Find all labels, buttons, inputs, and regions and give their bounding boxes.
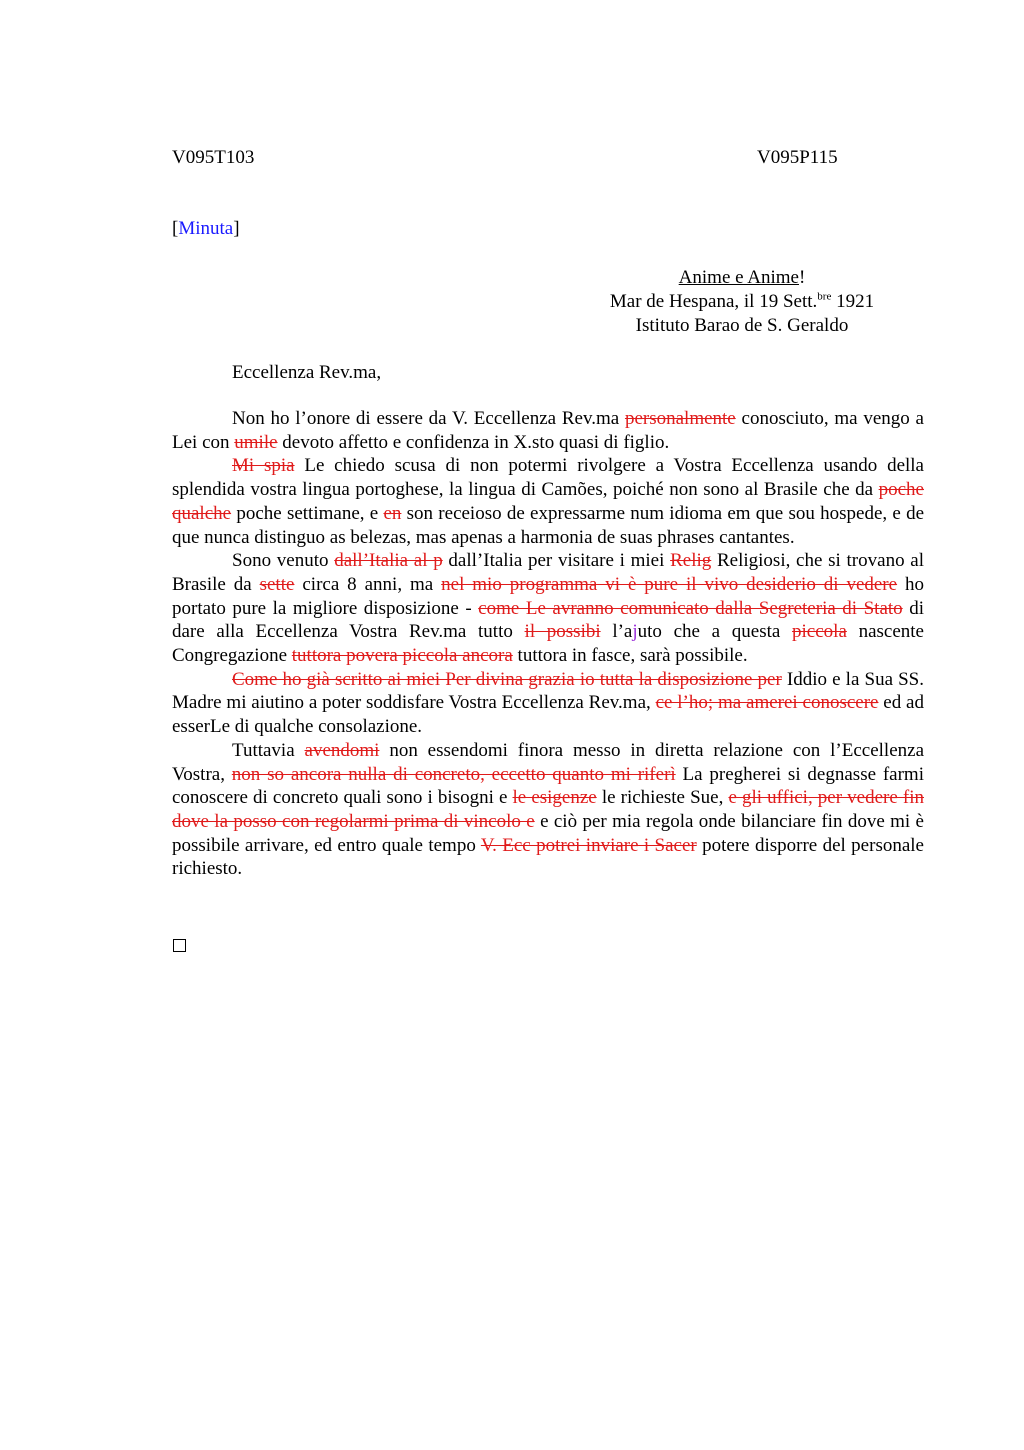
deleted-text: le esigenze — [512, 787, 597, 809]
place-date — [560, 290, 924, 314]
text-segment: devoto affetto e confidenza in X.sto quasi di figlio. — [277, 431, 670, 453]
text-segment: di dare alla Eccellenza Vostra Rev.ma tutto — [172, 597, 924, 643]
text-segment: ed ad esserLe di qualche consolazione. — [172, 692, 924, 738]
text-segment: poche settimane, e — [231, 502, 384, 524]
salutation: Eccellenza Rev.ma, — [232, 362, 382, 383]
deleted-text: Relig — [670, 550, 712, 572]
text-segment: uto che a questa — [637, 621, 793, 643]
letter-paragraph — [172, 407, 924, 454]
institute-name: Istituto Barao de S. Geraldo — [635, 315, 849, 336]
letter-paragraph — [172, 739, 924, 881]
motto-text: Anime e Anime — [678, 267, 799, 288]
inserted-letter: j — [632, 621, 638, 643]
deleted-text: en — [383, 502, 402, 524]
deleted-text: ce l’ho; ma amerei conoscere — [655, 692, 879, 714]
checkbox-icon — [173, 939, 186, 952]
letter-heading — [560, 266, 924, 338]
deleted-text: V. Ecc potrei inviare i Sacer — [480, 834, 697, 856]
text-segment: Le chiedo scusa di non potermi rivolgere a Vostra Eccellenza usando della splendida vostra lingua portoghese, la lingua di Camões, poiché non sono al Brasile che da — [172, 455, 924, 501]
text-segment: Iddio e la Sua SS. Madre mi aiutino a poter soddisfare Vostra Eccellenza Rev.ma, — [172, 668, 925, 714]
minuta-text: Minuta — [178, 218, 234, 239]
text-segment: non essendomi finora messo in diretta relazione con l’Eccellenza Vostra, — [172, 739, 925, 785]
deleted-text: tuttora povera piccola ancora — [291, 645, 513, 667]
letter-paragraph — [172, 454, 924, 549]
deleted-text: il possibi — [524, 621, 601, 643]
minuta-open-bracket: [ — [172, 218, 179, 239]
deleted-text: piccola — [792, 621, 847, 643]
deleted-text: e gli uffici, per vedere fin dove la posso con regolarmi prima di vincolo e — [172, 787, 924, 832]
letter-paragraph — [172, 549, 924, 668]
text-segment: potere disporre del personale richiesto. — [172, 834, 924, 880]
place-date-superscript: bre — [817, 290, 832, 303]
text-segment: conosciuto, ma vengo a Lei con — [172, 408, 924, 453]
document-code-right: V095P115 — [757, 147, 838, 168]
place-date-prefix: Mar de Hespana, il 19 Sett. — [609, 291, 818, 312]
deleted-text: Come ho già scritto ai miei Per divina grazia io tutta la disposizione per — [232, 668, 782, 690]
letter-paragraph — [172, 668, 924, 739]
letter-body — [172, 407, 924, 881]
deleted-text: sette — [259, 573, 295, 595]
deleted-text: nel mio programma vi è pure il vivo desiderio di vedere — [441, 573, 898, 595]
deleted-text: come Le avranno comunicato dalla Segreteria di Stato — [478, 597, 903, 619]
text-segment: Non ho l’onore di essere da V. Eccellenza Rev.ma — [232, 408, 625, 429]
text-segment: Tuttavia — [232, 739, 305, 761]
document-code-left: V095T103 — [172, 147, 255, 168]
text-segment: son receioso de expressarme num idioma em que sou hospede, e de que nunca distinguo as belezas, mas apenas a harmonia de suas phrases cantantes. — [172, 502, 925, 548]
motto — [560, 266, 924, 290]
deleted-text: Mi spia — [232, 455, 295, 477]
deleted-text: personalmente — [624, 408, 736, 429]
text-segment: Sono venuto — [232, 550, 335, 572]
text-segment: La pregherei si degnasse farmi conoscere di concreto quali sono i bisogni e — [172, 763, 924, 809]
motto-mark: ! — [798, 267, 806, 288]
minuta-label — [172, 218, 240, 240]
deleted-text: dall’Italia al p — [334, 550, 443, 572]
text-segment: Religiosi, che si trovano al Brasile da — [172, 550, 924, 595]
deleted-text: umile — [234, 431, 278, 453]
text-segment: e ciò per mia regola onde bilanciare fin dove mi è possibile arrivare, ed entro quale tempo — [172, 810, 924, 856]
text-segment: tuttora in fasce, sarà possibile. — [512, 645, 748, 667]
text-segment: le richieste Sue, — [596, 787, 729, 809]
place-date-year: 1921 — [831, 291, 875, 312]
deleted-text: poche qualche — [172, 479, 924, 524]
deleted-text: non so ancora nulla di concreto, eccetto quanto mi riferì — [231, 763, 676, 785]
text-segment: ho portato pure la migliore disposizione - — [172, 573, 924, 619]
text-segment: dall’Italia per visitare i miei — [442, 550, 671, 572]
text-segment: nascente Congregazione — [172, 621, 924, 667]
minuta-close-bracket: ] — [233, 218, 240, 239]
text-segment: circa 8 anni, ma — [294, 573, 442, 595]
deleted-text: avendomi — [304, 739, 380, 761]
text-segment: l’a — [600, 621, 633, 643]
